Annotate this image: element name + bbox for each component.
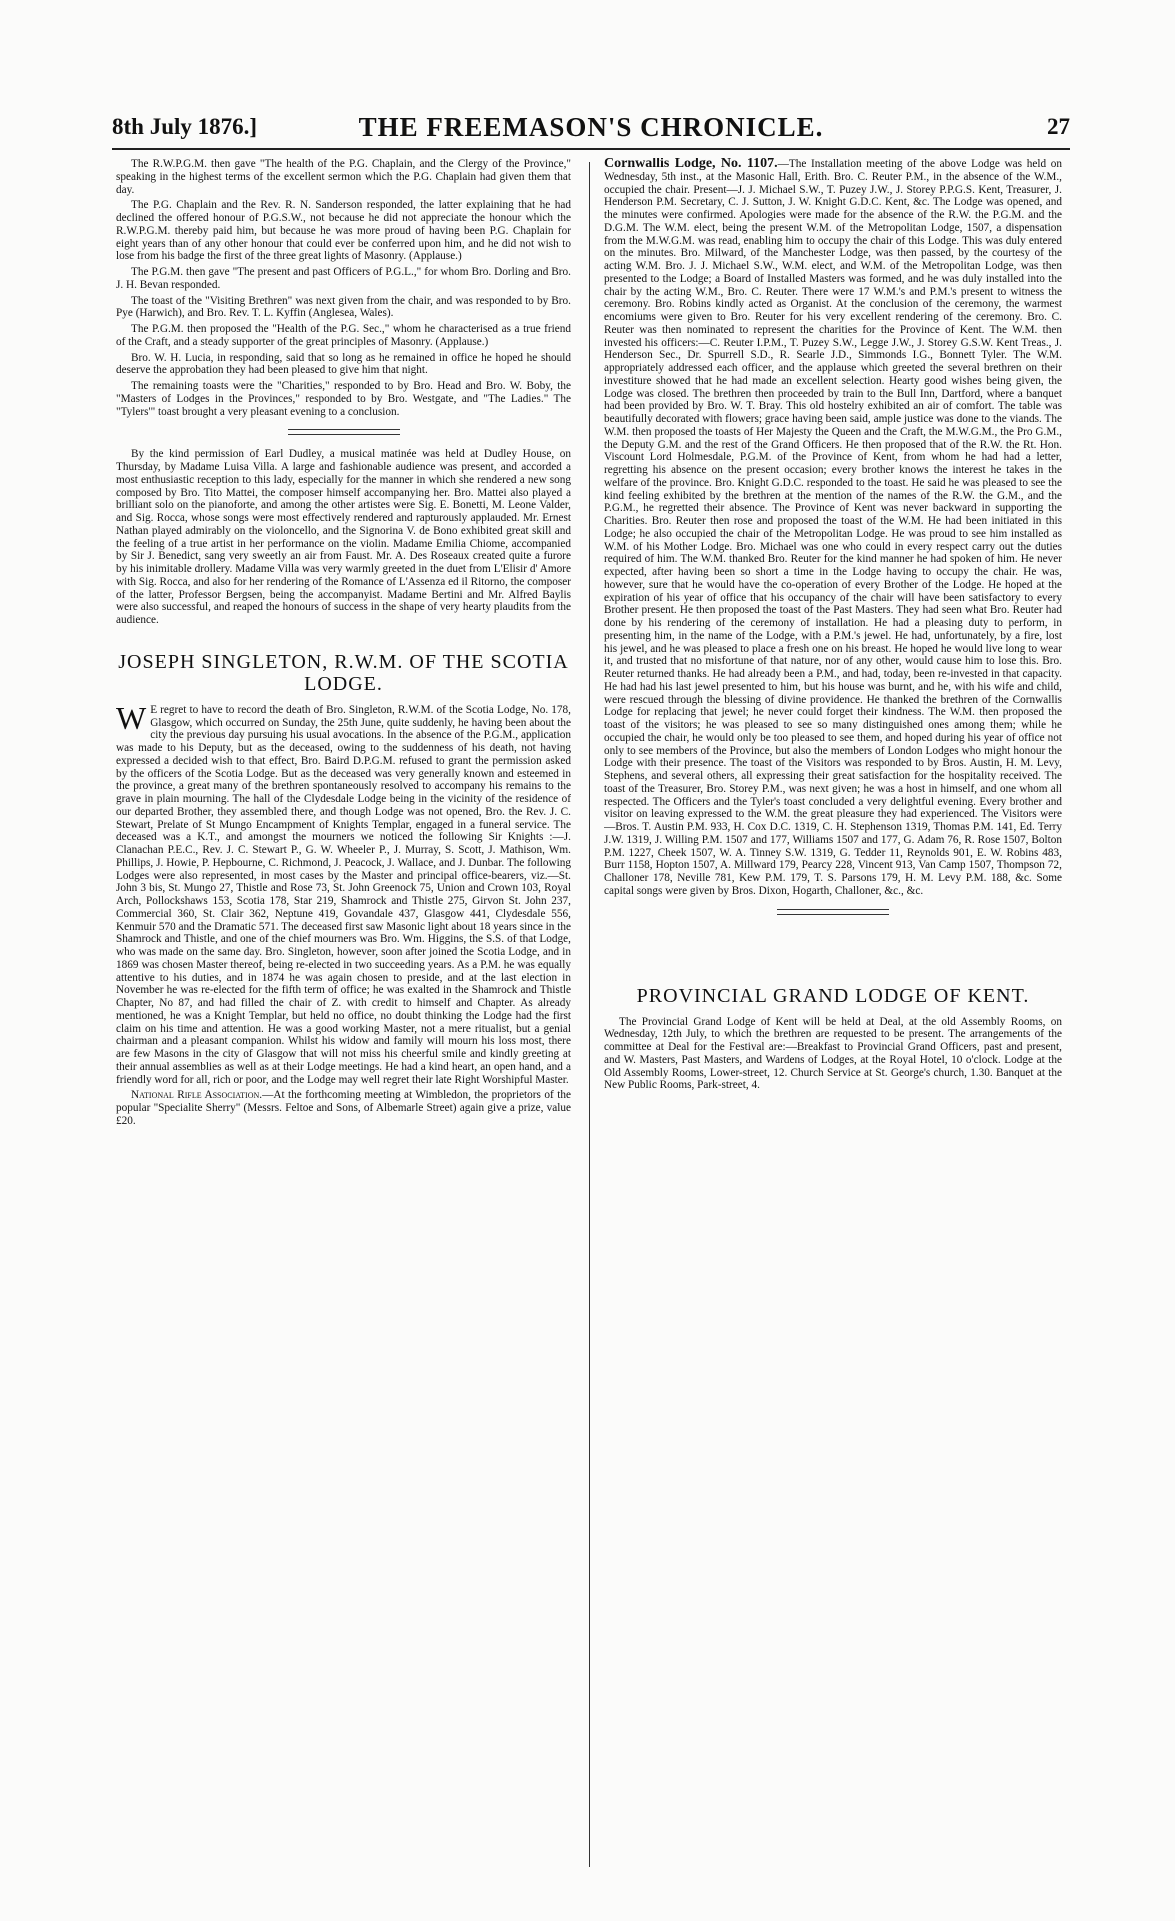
article-paragraph: The P.G.M. then proposed the "Health of the P.G. Sec.," whom he characterised as a true friend of the Craft, and a steady supporter of the great principles of Masonry. (Applause.) — [116, 323, 571, 348]
article-paragraph: The toast of the "Visiting Brethren" was next given from the chair, and was responded to by Bro. Pye (Harwich), and Bro. Rev. T. L. Kyffin (Anglesea, Wales). — [116, 294, 571, 320]
article-paragraph: The P.G. Chaplain and the Rev. R. N. Sanderson responded, the latter explaining that he had declined the offered honour of P.G.S.W., not because he did not appreciate the honour which the R.W.P.G.M. thereby paid him, but because he was more proud of having been P.G. Chaplain for eight years than of any other honour that could ever be conferred upon him, and he did not wish to lose from his badge the first of the three great lights of Masonry. (Applause.) — [116, 199, 571, 263]
article-paragraph: Bro. W. H. Lucia, in responding, said that so long as he remained in office he hoped he should deserve the approbation they had been pleased to give him that night. — [116, 351, 571, 377]
cornwallis-report — [604, 158, 1062, 898]
drop-cap-letter: W — [116, 699, 147, 736]
singleton-paragraph — [116, 699, 571, 1087]
cornwallis-heading: Cornwallis Lodge, No. 1107. — [604, 158, 778, 171]
article-paragraph: The R.W.P.G.M. then gave "The health of the P.G. Chaplain, and the Clergy of the Province," speaking in the highest terms of the excellent sermon which the P.G. Chaplain had given them that day. — [116, 158, 571, 196]
column-divider — [589, 162, 590, 1867]
article-paragraph: The remaining toasts were the "Charities," responded to by Bro. Head and Bro. W. Boby, the "Masters of Lodges in the Provinces," responded to by Bro. Westgate, and "The Ladies." The "Tylers'" toast brought a very pleasant evening to a conclusion. — [116, 380, 571, 418]
left-column — [116, 158, 571, 1893]
article-paragraph: The P.G.M. then gave "The present and past Officers of P.G.L.," for whom Bro. Dorling and Bro. J. H. Bevan responded. — [116, 266, 571, 291]
singleton-heading: JOSEPH SINGLETON, R.W.M. OF THE SCOTIA LODGE. — [118, 650, 569, 695]
page-header — [112, 112, 1070, 150]
matinee-paragraph: By the kind permission of Earl Dudley, a musical matinée was held at Dudley House, on Thursday, by Madame Luisa Villa. A large and fashionable audience was present, and accorded a most enthusiastic reception to this lady, especially for the manner in which she rendered a new song composed by Bro. Tito Mattei, the composer himself accompanying her. Bro. Mattei also played a brilliant solo on the pianoforte, and among the other artistes were Sig. E. Bonetti, M. Leone Valder, and Sig. Rocca, whose songs were most effectively rendered and rapturously applauded. Mr. Ernest Nathan played admirably on the violoncello, and the Signorina V. de Bono exhibited great skill and the feeling of a true artist in her performance on the violin. Madame Emilia Chiome, accompanied by Sir J. Benedict, sang very sweetly an air from Faust. Mr. A. Des Roseaux created quite a furore by his inimitable drollery. Madame Villa was very warmly greeted in the duet from L'Elisir d' Amore with Sig. Rocca, and also for her rendering of the Romance of L'Assenza ed il Ritorno, the composer of the latter, Professor Bergsen, being the accompanyist. Madame Bertini and Mr. Alfred Baylis were also successful, and reaped the honours of success in the shape of very hearty plaudits from the audience. — [116, 448, 571, 626]
singleton-text: E regret to have to record the death of Bro. Singleton, R.W.M. of the Scotia Lodge, No. 178, Glasgow, which occurred on Sunday, the 25th June, quite suddenly, he having been about the city the previous day pursuing his usual avocations. In the absence of the P.G.M., application was made to his Deputy, but as the deceased, owing to the suddenness of his death, not having expressed a decided wish to that effect, Bro. Baird D.P.G.M. refused to grant the permission asked by the officers of the Scotia Lodge. But as the deceased was very generally known and esteemed in the province, a great many of the brethren spontaneously resolved to accompany his remains to the grave in plain mourning. The hall of the Clydesdale Lodge being in the vicinity of the residence of our departed Brother, they assembled there, and though Lodge was not opened, Bro. the Rev. J. C. Stewart, Prelate of St Mungo Encampment of Knights Templar, engaged in a funeral service. The deceased was a K.T., and amongst the mourners we noticed the following Sir Knights :—J. Clanachan P.E.C., Rev. J. C. Stewart P., G. W. Wheeler P., J. Murray, S. Scott, J. Mathison, Wm. Phillips, J. Howie, P. Hepbourne, C. Richmond, J. Peacock, J. Wallace, and J. Dunbar. The following Lodges were also represented, in most cases by the Master and principal office-bearers, viz.—St. John 3 bis, St. Mungo 27, Thistle and Rose 73, St. John Greenock 75, Union and Crown 103, Royal Arch, Pollockshaws 153, Scotia 178, Star 219, Shamrock and Thistle 275, Girvon St. John 237, Commercial 360, St. Clair 362, Neptune 419, Govandale 437, Glasgow 441, Clydesdale 556, Kenmuir 570 and the Dramatic 571. The deceased first saw Masonic light about 18 years since in the Shamrock and Thistle, and one of the chief mourners was Bro. Wm. Higgins, the S.S. of that Lodge, who was made on the same day. Bro. Singleton, however, soon after joined the Scotia Lodge, and in 1869 was chosen Master thereof, being re-elected in two succeeding years. As a P.M. he was equally attentive to his duties, and in 1874 he was again chosen to preside, and at the last election in November he was re-elected for the fifth term of office; he was exalted in the Shamrock and Thistle Chapter, No 87, and had filled the chair of Z. with credit to himself and Chapter. As already mentioned, he was a Knight Templar, but held no office, no doubt thinking the Lodge had the first claim on his time and attention. He was a good working Master, not a mere ritualist, but a genial chairman and a pleasant companion. Whilst his widow and family will mourn his loss most, there are few Masons in the city of Glasgow that will not miss his cheerful smile and kindly greeting at their annual assemblies as well as at their Lodge meetings. He had a kind heart, an open hand, and a friendly word for all, rich or poor, and the Lodge may well regret their late Right Worshipful Master. — [116, 703, 571, 1086]
rifle-association-note — [116, 1089, 571, 1127]
provincial-paragraph: The Provincial Grand Lodge of Kent will be held at Deal, at the old Assembly Rooms, on Wednesday, 12th July, to which the brethren are requested to be present. The arrangements of the committee at Deal for the Festival are:—Breakfast to Provincial Grand Officers, past and present, and W. Masters, Past Masters, and Wardens of Lodges, at the Royal Hotel, 10 o'clock. Lodge at the Old Assembly Rooms, Lower-street, 12. Church Service at St. George's church, 1.30. Banquet at the New Public Rooms, Park-street, 4. — [604, 1015, 1062, 1092]
cornwallis-text: —The Installation meeting of the above Lodge was held on Wednesday, 5th inst., at the Masonic Hall, Erith. Bro. C. Reuter P.M., in the absence of the W.M., occupied the chair. Present—J. J. Michael S.W., T. Puzey J.W., J. Storey P.P.G.S. Kent, Treasurer, J. Henderson P.M. Secretary, C. J. Sutton, J. W. Knight G.D.C. Kent, &c. The Lodge was opened, and the minutes were confirmed. Apologies were made for the absence of the R.W. the P.G.M. and the D.G.M. The W.M. elect, being the present W.M. of the Metropolitan Lodge, 1507, a dispensation from the M.W.G.M. was read, enabling him to occupy the chair of this Lodge. This was duly entered on the minutes. Bro. Milward, of the Manchester Lodge, was then passed, by the courtesy of the acting W.M. Bro. J. J. Michael S.W., W.M. elect, and W.M. of the Metropolitan Lodge, was then presented to the Lodge; a Board of Installed Masters was formed, and he was duly installed into the chair by the acting W.M., Bro. C. Reuter. There were 17 W.M.'s and P.M.'s present to witness the ceremony. Bro. Robins kindly acted as Organist. At the conclusion of the ceremony, the warmest encomiums were given to Bro. Reuter for his very excellent rendering of the ceremony. Bro. C. Reuter was then nominated to represent the charities for the Province of Kent. The W.M. then invested his officers:—C. Reuter I.P.M., T. Puzey S.W., Legge J.W., J. Storey G.S.W. Kent Treas., J. Henderson Sec., Dr. Spurrell S.D., R. Searle J.D., Simmonds I.G., Bonnett Tyler. The W.M. appropriately addressed each officer, and the applause which greeted the several brethren on their investiture showed that he had made an excellent selection. Hearty good wishes being given, the Lodge was closed. The brethren then proceeded by train to the Bull Inn, Dartford, where a banquet had been provided by Bro. W. T. Bray. This old hostelry exhibited an air of comfort. The table was beautifully decorated with flowers; grace having been said, ample justice was done to the viands. The W.M. then proposed the toasts of Her Majesty the Queen and the Craft, the M.W.G.M., the Pro G.M., the Deputy G.M. and the rest of the Grand Officers. He then proposed that of the R.W. the Rt. Hon. Viscount Lord Holmesdale, P.G.M. of the Province of Kent, from whom he had had a letter, regretting his absence on the present occasion; every brother knows the interest he takes in the welfare of the province. Bro. Knight G.D.C. responded to the toast. He said he was pleased to see the kind feeling exhibited by the brethren at the mention of the names of the R.W. the G.M., and the P.G.M., he regretted their absence. The Province of Kent was never backward in supporting the Charities. Bro. Reuter then rose and proposed the toast of the W.M. He had been initiated in this Lodge; he also occupied the chair of the Metropolitan Lodge. He was proud to see him installed as W.M. of his Mother Lodge. Bro. Michael was one who could in every respect carry out the duties required of him. The W.M. thanked Bro. Reuter for the kind manner he had spoken of him. He never expected, after having been so short a time in the Lodge having to occupy the chair. He was, however, sure that he would have the co-operation of every Brother of the Lodge. He hoped at the expiration of his year of office that his occupancy of the chair will have been satisfactory to every Brother present. He then proposed the toast of the Past Masters. They had seen what Bro. Reuter had done by his rendering of the ceremony of installation. He had a pleasing duty to perform, in presenting him, in the name of the Lodge, with a P.M.'s jewel. He had, unfortunately, by a fire, lost his jewel, and he was pleased to place a fresh one on his breast. He hoped he would live long to wear it, and trusted that no misfortune of that nature, nor of any other, would cause him to lose this. Bro. Reuter returned thanks. He had already been a P.M., and had, today, been re-invested in that capacity. He had had his last jewel presented to him, but his house was burnt, and he, with his wife and child, were rescued through the blessing of divine providence. He thanked the brethren of the Cornwallis Lodge for replacing that jewel; he never could forget their kindness. The W.M. then proposed the toast of the visitors; he was pleased to see so many distinguished ones among them; while he occupied the chair, he would only be too pleased to see them, and hoped during his year of office not only to see members of the Province, but also the members of London Lodges who might honour the Lodge with their presence. The toast of the Visitors was responded to by Bros. Austin, H. M. Levy, Stephens, and several others, all expressing their great satisfaction for the hospitality received. The toast of the Treasurer, Bro. Storey P.M., was next given; he was a host in himself, and one whom all respected. The Officers and the Tyler's toast concluded a very delightful evening. Every brother and visitor on leaving expressed to the W.M. the great pleasure they had experienced. The Visitors were—Bros. T. Austin P.M. 933, H. Cox D.C. 1319, C. H. Stephenson 1319, Thomas P.M. 141, Ed. Terry J.W. 1319, J. Willing P.M. 1507 and 177, Williams 1507 and 177, G. Adam 76, R. Rose 1507, Bolton P.M. 1227, Cheek 1507, W. A. Tinney S.W. 1319, G. Tedder 11, Reynolds 901, E. W. Robins 483, Burr 1158, Hopton 1507, A. Millward 179, Pearcy 228, Vincent 913, Van Camp 1507, Thompson 72, Challoner 178, Neville 781, Kew P.M. 179, T. S. Parsons 179, H. M. Levy P.M. 188, &c. Some capital songs were given by Bros. Dixon, Hogarth, Challoner, &c., &c. — [604, 158, 1062, 897]
page-number: 27 — [1047, 114, 1070, 139]
rifle-association-head: National Rifle Association. — [131, 1089, 263, 1102]
publication-title: THE FREEMASON'S CHRONICLE. — [358, 112, 824, 142]
section-divider — [777, 909, 889, 915]
rifle-association-text: —At the forthcoming meeting at Wimbledon, the proprietors of the popular "Specialite Sherry" (Messrs. Feltoe and Sons, of Albemarle Street) again give a prize, value £20. — [116, 1089, 571, 1127]
right-column — [604, 158, 1062, 1893]
provincial-heading: PROVINCIAL GRAND LODGE OF KENT. — [636, 984, 1030, 1007]
issue-date: 8th July 1876.] — [112, 114, 258, 139]
section-divider — [288, 429, 400, 435]
